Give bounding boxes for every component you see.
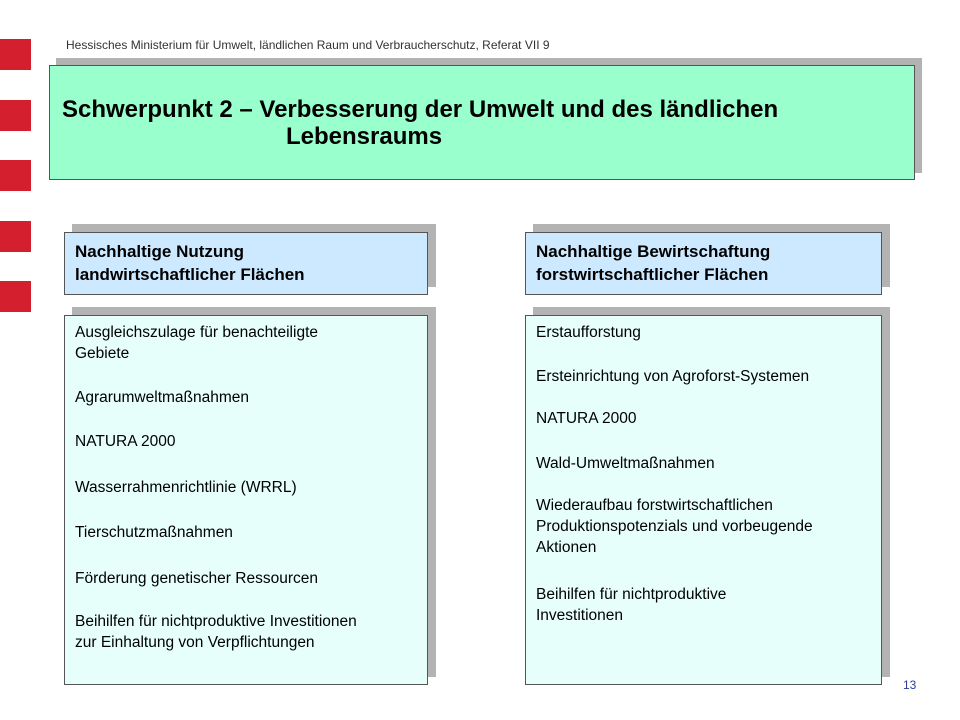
- red-block: [0, 39, 31, 70]
- left-item-1-line-1: Ausgleichszulage für benachteiligte: [75, 324, 318, 341]
- right-item-2-line-1: Ersteinrichtung von Agroforst-Systemen: [536, 368, 810, 385]
- right-item-6-line-2: Investitionen: [536, 607, 624, 624]
- left-item-2: [75, 387, 249, 408]
- right-item-3: [536, 408, 637, 429]
- left-heading-box: [64, 232, 428, 295]
- right-item-6: [536, 584, 726, 626]
- right-item-5-line-2: Produktionspotenzials und vorbeugende: [536, 518, 813, 535]
- left-item-2-line-1: Agrarumweltmaßnahmen: [75, 389, 250, 406]
- left-item-1: [75, 322, 318, 364]
- left-item-1-line-2: Gebiete: [75, 345, 130, 362]
- right-item-5-line-1: Wiederaufbau forstwirtschaftlichen: [536, 497, 773, 514]
- left-item-6: [75, 568, 318, 589]
- left-item-3-line-1: NATURA 2000: [75, 433, 176, 450]
- right-item-4-line-1: Wald-Umweltmaßnahmen: [536, 455, 715, 472]
- right-heading-line-2: forstwirtschaftlicher Flächen: [536, 265, 769, 284]
- left-item-6-line-1: Förderung genetischer Ressourcen: [75, 570, 318, 587]
- title-line-1: Schwerpunkt 2 – Verbesserung der Umwelt und des ländlichen: [62, 96, 779, 123]
- slide-title: [62, 96, 778, 150]
- left-item-7-line-2: zur Einhaltung von Verpflichtungen: [75, 634, 315, 651]
- title-line-2: Lebensraums: [286, 123, 443, 150]
- left-item-4: [75, 477, 297, 498]
- right-heading-line-1: Nachhaltige Bewirtschaftung: [536, 242, 771, 261]
- right-item-6-line-1: Beihilfen für nichtproduktive: [536, 586, 727, 603]
- right-heading-box: [525, 232, 882, 295]
- red-block: [0, 100, 31, 131]
- left-item-5-line-1: Tierschutzmaßnahmen: [75, 524, 233, 541]
- left-heading-line-2: landwirtschaftlicher Flächen: [75, 265, 305, 284]
- left-heading: [75, 240, 305, 286]
- ministry-header: Hessisches Ministerium für Umwelt, ländlichen Raum und Verbraucherschutz, Referat VII 9: [66, 38, 550, 52]
- left-item-4-line-1: Wasserrahmenrichtlinie (WRRL): [75, 479, 297, 496]
- left-item-7: [75, 611, 357, 653]
- left-heading-line-1: Nachhaltige Nutzung: [75, 242, 245, 261]
- red-block: [0, 160, 31, 191]
- title-box: [49, 65, 915, 180]
- left-item-3: [75, 431, 176, 452]
- right-item-1-line-1: Erstaufforstung: [536, 324, 641, 341]
- red-block: [0, 281, 31, 312]
- right-item-5-line-3: Aktionen: [536, 539, 597, 556]
- right-list-box: [525, 315, 882, 685]
- page-number: 13: [903, 678, 917, 692]
- right-item-4: [536, 453, 715, 474]
- right-item-3-line-1: NATURA 2000: [536, 410, 637, 427]
- left-list-box: [64, 315, 428, 685]
- right-item-1: [536, 322, 641, 343]
- right-heading: [536, 240, 770, 286]
- left-item-5: [75, 522, 233, 543]
- left-item-7-line-1: Beihilfen für nichtproduktive Investitionen: [75, 613, 357, 630]
- right-item-5: [536, 495, 813, 558]
- right-item-2: [536, 366, 809, 387]
- red-block: [0, 221, 31, 252]
